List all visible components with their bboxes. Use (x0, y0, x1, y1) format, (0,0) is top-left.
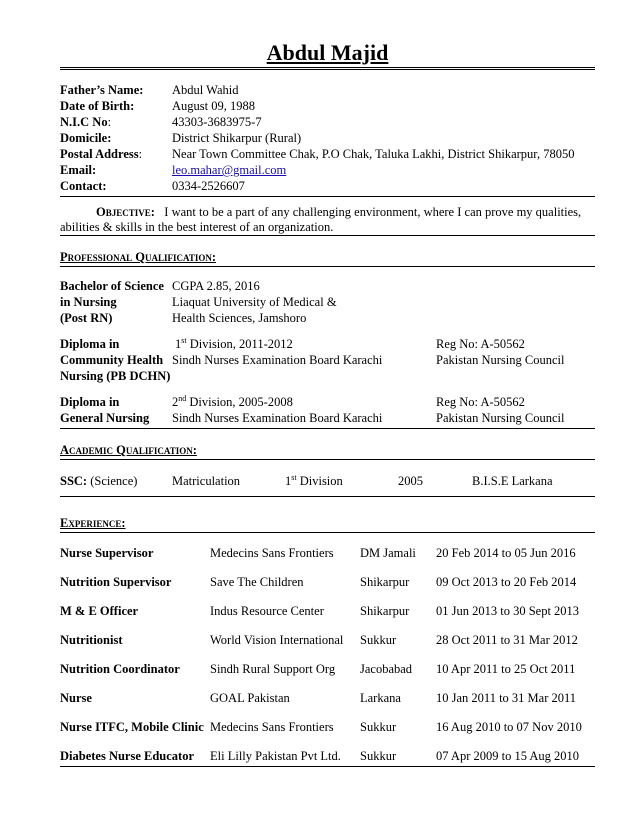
ssc-level: Matriculation (172, 474, 241, 488)
exp-period: 09 Oct 2013 to 20 Feb 2014 (436, 575, 577, 589)
dchn-reg: Reg No: A-50562 (436, 337, 525, 351)
exp-org: GOAL Pakistan (210, 691, 290, 705)
exp-place: Sukkur (360, 633, 397, 647)
exp-title: Nutrition Coordinator (60, 662, 180, 676)
exp-period: 10 Apr 2011 to 25 Oct 2011 (436, 662, 576, 676)
title-divider (60, 67, 595, 70)
dob-value: August 09, 1988 (172, 99, 255, 113)
exp-org: Indus Resource Center (210, 604, 324, 618)
objective-text-line1: I want to be a part of any challenging environment, where I can prove my qualities, (164, 205, 582, 219)
exp-org: Medecins Sans Frontiers (210, 546, 334, 560)
nic-row (60, 114, 595, 130)
professional-divider (60, 266, 595, 267)
exp-title: Nurse ITFC, Mobile Clinic (60, 720, 204, 734)
dob-row (60, 98, 595, 114)
experience-heading: Experience: (60, 516, 126, 530)
dchn-title-2: Community Health (60, 353, 164, 367)
gn-board: Sindh Nurses Examination Board Karachi (172, 411, 383, 425)
bsn-title-2: in Nursing (60, 295, 117, 309)
exp-title: Nurse Supervisor (60, 546, 154, 560)
postal-label: Postal Address: (60, 147, 143, 161)
email-link[interactable]: leo.mahar@gmail.com (172, 163, 287, 177)
exp-title: Nutrition Supervisor (60, 575, 172, 589)
contact-row (60, 178, 595, 194)
domicile-value: District Shikarpur (Rural) (172, 131, 302, 145)
dchn-board: Sindh Nurses Examination Board Karachi (172, 353, 383, 367)
professional-heading: Professional Qualification: (60, 250, 217, 264)
email-row (60, 162, 595, 178)
domicile-row (60, 130, 595, 146)
contact-label: Contact: (60, 179, 107, 193)
page-title: Abdul Majid (266, 40, 389, 65)
exp-place: Sukkur (360, 720, 397, 734)
bsn-title-3: (Post RN) (60, 311, 113, 325)
exp-org: Medecins Sans Frontiers (210, 720, 334, 734)
experience-divider (60, 532, 595, 533)
gn-reg: Reg No: A-50562 (436, 395, 525, 409)
exp-period: 01 Jun 2013 to 30 Sept 2013 (436, 604, 580, 618)
postal-row (60, 146, 595, 162)
bsn-line-3: Health Sciences, Jamshoro (172, 311, 307, 325)
exp-title: Nutritionist (60, 633, 123, 647)
dchn-council: Pakistan Nursing Council (436, 353, 565, 367)
gn-council: Pakistan Nursing Council (436, 411, 565, 425)
experience-end-divider (60, 766, 595, 767)
exp-place: Jacobabad (360, 662, 413, 676)
contact-value: 0334-2526607 (172, 179, 245, 193)
exp-org: Eli Lilly Pakistan Pvt Ltd. (210, 749, 341, 763)
exp-period: 28 Oct 2011 to 31 Mar 2012 (436, 633, 578, 647)
academic-divider (60, 459, 595, 460)
email-label: Email: (60, 163, 97, 177)
objective-text-line2: abilities & skills in the best interest of an organization. (60, 220, 334, 234)
dchn-title-1: Diploma in (60, 337, 120, 351)
gn-division: 2nd Division, 2005-2008 (172, 393, 293, 409)
academic-heading: Academic Qualification: (60, 443, 197, 457)
objective-heading: Objective: (96, 205, 155, 219)
exp-period: 10 Jan 2011 to 31 Mar 2011 (436, 691, 577, 705)
exp-period: 07 Apr 2009 to 15 Aug 2010 (436, 749, 580, 763)
fathers-name-value: Abdul Wahid (172, 83, 239, 97)
exp-place: Shikarpur (360, 575, 410, 589)
exp-place: Sukkur (360, 749, 397, 763)
exp-place: Shikarpur (360, 604, 410, 618)
bsn-line-1: CGPA 2.85, 2016 (172, 279, 260, 293)
dchn-division: 1st Division, 2011-2012 (175, 335, 293, 351)
ssc-division: 1st Division (285, 472, 343, 488)
exp-org: Save The Children (210, 575, 304, 589)
academic-end-divider (60, 496, 595, 497)
exp-org: Sindh Rural Support Org (210, 662, 336, 676)
exp-period: 16 Aug 2010 to 07 Nov 2010 (436, 720, 582, 734)
objective-paragraph (60, 205, 595, 235)
objective-divider (60, 235, 595, 236)
ssc-year: 2005 (398, 474, 423, 488)
exp-org: World Vision International (210, 633, 344, 647)
exp-title: M & E Officer (60, 604, 139, 618)
fathers-name-row (60, 82, 595, 98)
bsn-title-1: Bachelor of Science (60, 279, 164, 293)
domicile-label: Domicile: (60, 131, 112, 145)
exp-title: Nurse (60, 691, 92, 705)
gn-title-2: General Nursing (60, 411, 150, 425)
exp-title: Diabetes Nurse Educator (60, 749, 195, 763)
postal-value: Near Town Committee Chak, P.O Chak, Taluka Lakhi, District Shikarpur, 78050 (172, 147, 575, 161)
gn-title-1: Diploma in (60, 395, 120, 409)
nic-label: N.I.C No: (60, 115, 112, 129)
exp-period: 20 Feb 2014 to 05 Jun 2016 (436, 546, 576, 560)
fathers-name-label: Father’s Name: (60, 83, 144, 97)
ssc-label: SSC: (Science) (60, 474, 138, 488)
dchn-title-3: Nursing (PB DCHN) (60, 369, 171, 383)
professional-end-divider (60, 428, 595, 429)
nic-value: 43303-3683975-7 (172, 115, 262, 129)
personal-divider (60, 196, 595, 197)
dob-label: Date of Birth: (60, 99, 135, 113)
ssc-board: B.I.S.E Larkana (472, 474, 553, 488)
bsn-line-2: Liaquat University of Medical & (172, 295, 337, 309)
exp-place: DM Jamali (360, 546, 416, 560)
exp-place: Larkana (360, 691, 401, 705)
